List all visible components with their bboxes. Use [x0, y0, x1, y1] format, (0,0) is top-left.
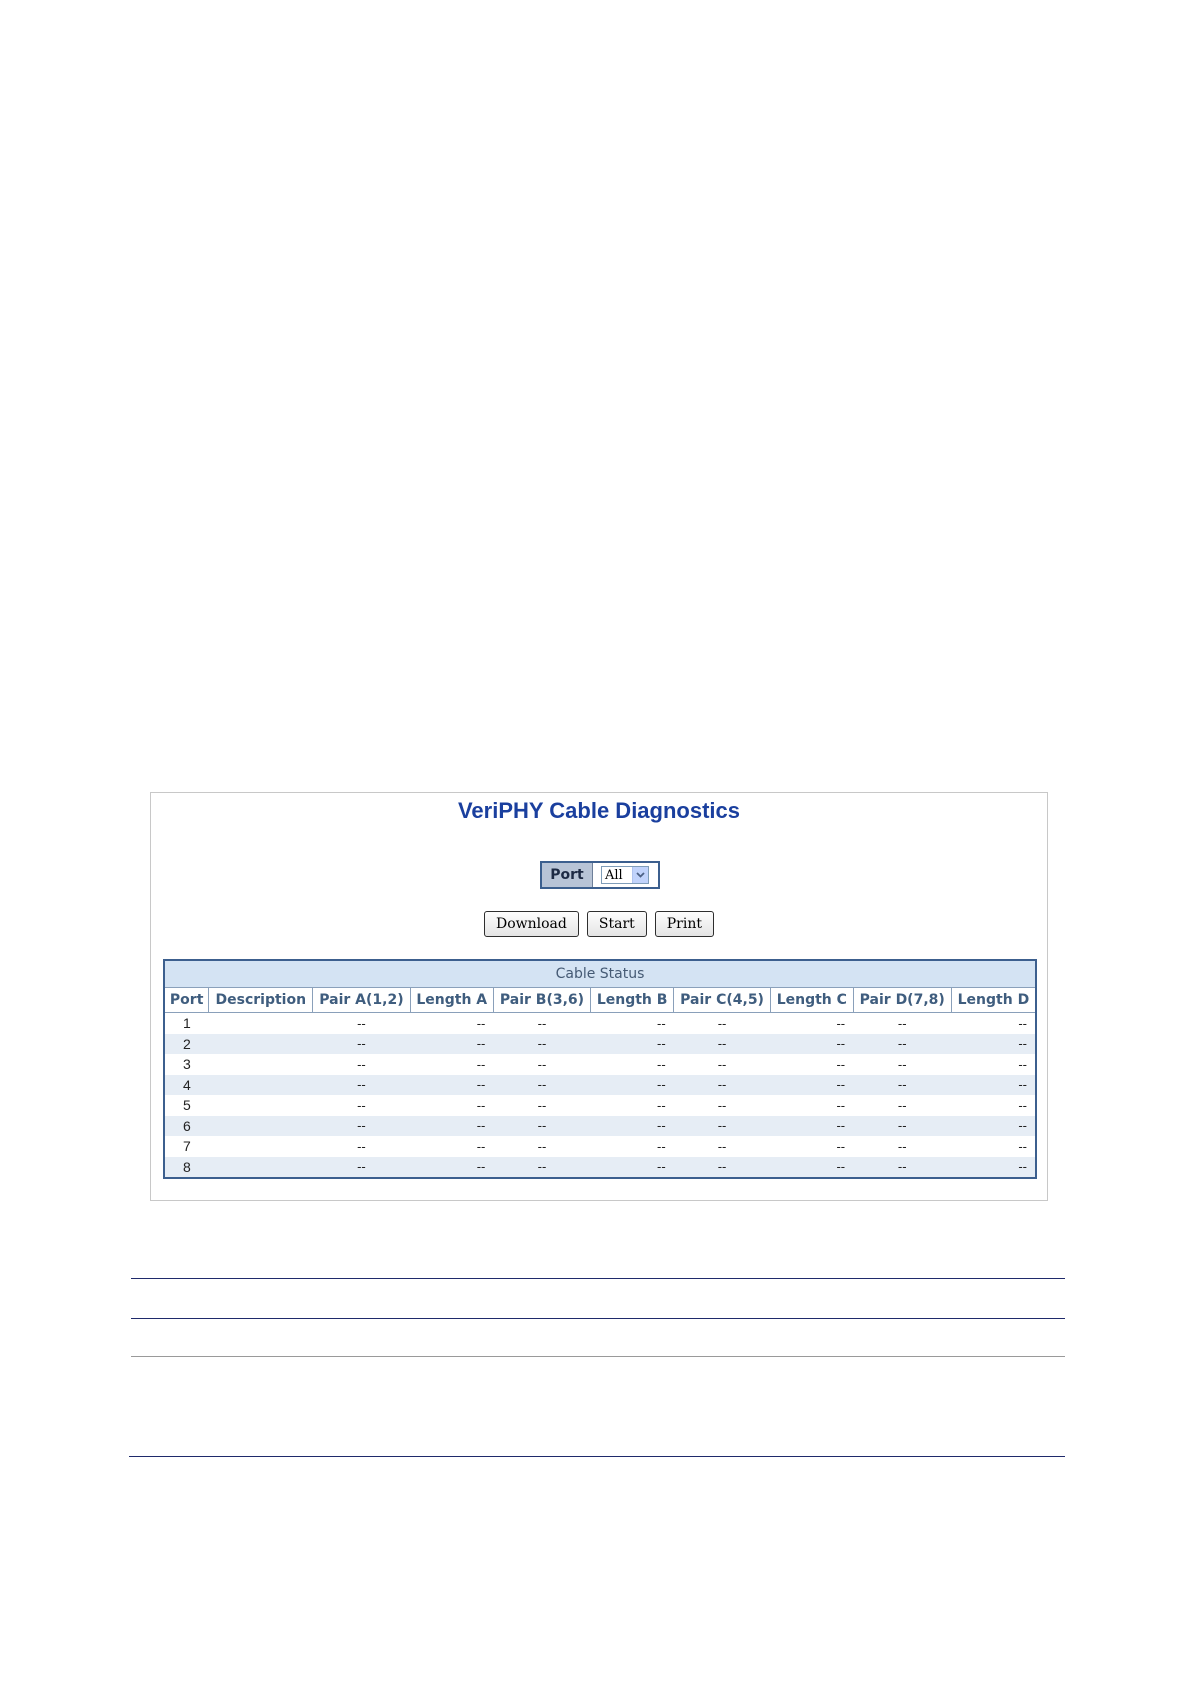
- cell-pair-d: --: [853, 1157, 951, 1179]
- cell-pair-c: --: [674, 1075, 771, 1096]
- cell-pair-d: --: [897, 1138, 907, 1154]
- cell-description: [209, 1116, 313, 1137]
- cell-port: 1: [183, 1015, 191, 1032]
- cell-pair-c: --: [717, 1138, 727, 1154]
- cell-pair-a: --: [313, 1075, 410, 1096]
- cell-port: 6: [164, 1116, 209, 1137]
- cell-length-d: --: [951, 1034, 1036, 1055]
- column-header: Length B: [591, 988, 674, 1013]
- cell-pair-c: --: [717, 1015, 727, 1031]
- cell-length-a: --: [410, 1034, 493, 1055]
- cell-pair-b: --: [493, 1116, 590, 1137]
- cell-length-c: --: [770, 1075, 853, 1096]
- print-button[interactable]: Print: [655, 911, 714, 937]
- cell-pair-d: --: [897, 1097, 907, 1113]
- port-selector: [540, 861, 660, 889]
- cable-status-table: [163, 959, 1037, 1179]
- column-header: Description: [209, 988, 313, 1013]
- column-header: Pair D(7,8): [853, 988, 951, 1013]
- cell-port: 2: [164, 1034, 209, 1055]
- cell-length-b: --: [591, 1116, 674, 1137]
- veriphy-panel: [150, 792, 1048, 1201]
- cell-length-d: --: [1018, 1056, 1027, 1072]
- cell-pair-b: --: [537, 1015, 547, 1031]
- cell-length-d: --: [1018, 1138, 1027, 1154]
- cell-pair-b: --: [493, 1034, 590, 1055]
- cell-pair-b: --: [493, 1157, 590, 1179]
- table-caption: Cable Status: [164, 960, 1036, 988]
- cell-length-d: --: [951, 1157, 1036, 1179]
- cell-length-d: --: [1018, 1097, 1027, 1113]
- cell-length-d: --: [951, 1075, 1036, 1096]
- cell-length-a: --: [476, 1097, 486, 1113]
- port-select[interactable]: [601, 866, 649, 884]
- cell-description: [209, 1054, 313, 1075]
- cell-length-b: --: [656, 1056, 666, 1072]
- start-button[interactable]: Start: [587, 911, 647, 937]
- cell-pair-b: --: [537, 1056, 547, 1072]
- cell-description: [209, 1157, 313, 1179]
- cell-pair-d: --: [853, 1075, 951, 1096]
- cell-description: [209, 1013, 313, 1034]
- cell-length-c: --: [770, 1116, 853, 1137]
- cell-length-b: --: [591, 1034, 674, 1055]
- cell-port: 3: [183, 1056, 191, 1073]
- cell-length-a: --: [476, 1015, 486, 1031]
- cell-length-b: --: [591, 1075, 674, 1096]
- port-select-wrap: [593, 863, 658, 887]
- table-row: [164, 1054, 1036, 1075]
- cell-description: [209, 1075, 313, 1096]
- action-buttons: [151, 911, 1047, 937]
- cell-length-d: --: [1018, 1015, 1027, 1031]
- cell-length-b: --: [656, 1097, 666, 1113]
- cell-pair-c: --: [717, 1097, 727, 1113]
- cell-pair-c: --: [674, 1157, 771, 1179]
- cell-pair-d: --: [853, 1034, 951, 1055]
- column-header: Pair A(1,2): [313, 988, 410, 1013]
- cell-description: [209, 1095, 313, 1116]
- column-header: Length C: [770, 988, 853, 1013]
- cell-length-c: --: [770, 1034, 853, 1055]
- cell-length-a: --: [476, 1056, 486, 1072]
- cell-length-c: --: [770, 1157, 853, 1179]
- table-body: [164, 1013, 1036, 1179]
- cell-pair-d: --: [897, 1056, 907, 1072]
- table-row: [164, 1136, 1036, 1157]
- cell-pair-a: --: [313, 1157, 410, 1179]
- cell-length-d: --: [951, 1116, 1036, 1137]
- cell-pair-b: --: [493, 1075, 590, 1096]
- cell-pair-a: --: [357, 1097, 366, 1113]
- cell-length-a: --: [410, 1157, 493, 1179]
- cell-pair-a: --: [357, 1056, 366, 1072]
- cell-description: [209, 1136, 313, 1157]
- dropdown-button[interactable]: [632, 867, 648, 883]
- cell-length-b: --: [656, 1138, 666, 1154]
- cell-pair-c: --: [674, 1034, 771, 1055]
- table-header-row: [164, 988, 1036, 1013]
- cell-pair-a: --: [357, 1015, 366, 1031]
- divider-4: [129, 1456, 1065, 1457]
- cell-pair-b: --: [537, 1097, 547, 1113]
- download-button[interactable]: Download: [484, 911, 579, 937]
- cell-pair-b: --: [537, 1138, 547, 1154]
- port-label: Port: [542, 863, 593, 887]
- cell-length-b: --: [656, 1015, 666, 1031]
- cell-port: 8: [164, 1157, 209, 1179]
- cell-pair-a: --: [357, 1138, 366, 1154]
- table-row: [164, 1075, 1036, 1096]
- cell-length-a: --: [410, 1116, 493, 1137]
- chevron-down-icon: [636, 872, 645, 878]
- cell-description: [209, 1034, 313, 1055]
- table-row: [164, 1095, 1036, 1116]
- cell-length-c: --: [836, 1138, 846, 1154]
- divider-1: [131, 1278, 1065, 1279]
- cell-port: 7: [183, 1138, 191, 1155]
- cell-pair-a: --: [313, 1034, 410, 1055]
- cell-pair-d: --: [897, 1015, 907, 1031]
- port-select-value: All: [605, 867, 623, 883]
- cell-pair-d: --: [853, 1116, 951, 1137]
- cell-pair-a: --: [313, 1116, 410, 1137]
- cell-length-c: --: [836, 1056, 846, 1072]
- column-header: Length A: [410, 988, 493, 1013]
- cell-port: 4: [164, 1075, 209, 1096]
- table-row: [164, 1116, 1036, 1137]
- cell-length-b: --: [591, 1157, 674, 1179]
- page-title: VeriPHY Cable Diagnostics: [457, 798, 741, 823]
- cell-length-c: --: [836, 1097, 846, 1113]
- table-row: [164, 1013, 1036, 1034]
- cell-length-a: --: [476, 1138, 486, 1154]
- cell-length-a: --: [410, 1075, 493, 1096]
- table-row: [164, 1157, 1036, 1179]
- divider-3: [131, 1356, 1065, 1357]
- column-header: Pair C(4,5): [674, 988, 771, 1013]
- column-header: Length D: [951, 988, 1036, 1013]
- table-row: [164, 1034, 1036, 1055]
- cell-length-c: --: [836, 1015, 846, 1031]
- cell-pair-c: --: [674, 1116, 771, 1137]
- cell-port: 5: [183, 1097, 191, 1114]
- column-header: Port: [164, 988, 209, 1013]
- column-header: Pair B(3,6): [493, 988, 590, 1013]
- cell-pair-c: --: [717, 1056, 727, 1072]
- divider-2: [131, 1318, 1065, 1319]
